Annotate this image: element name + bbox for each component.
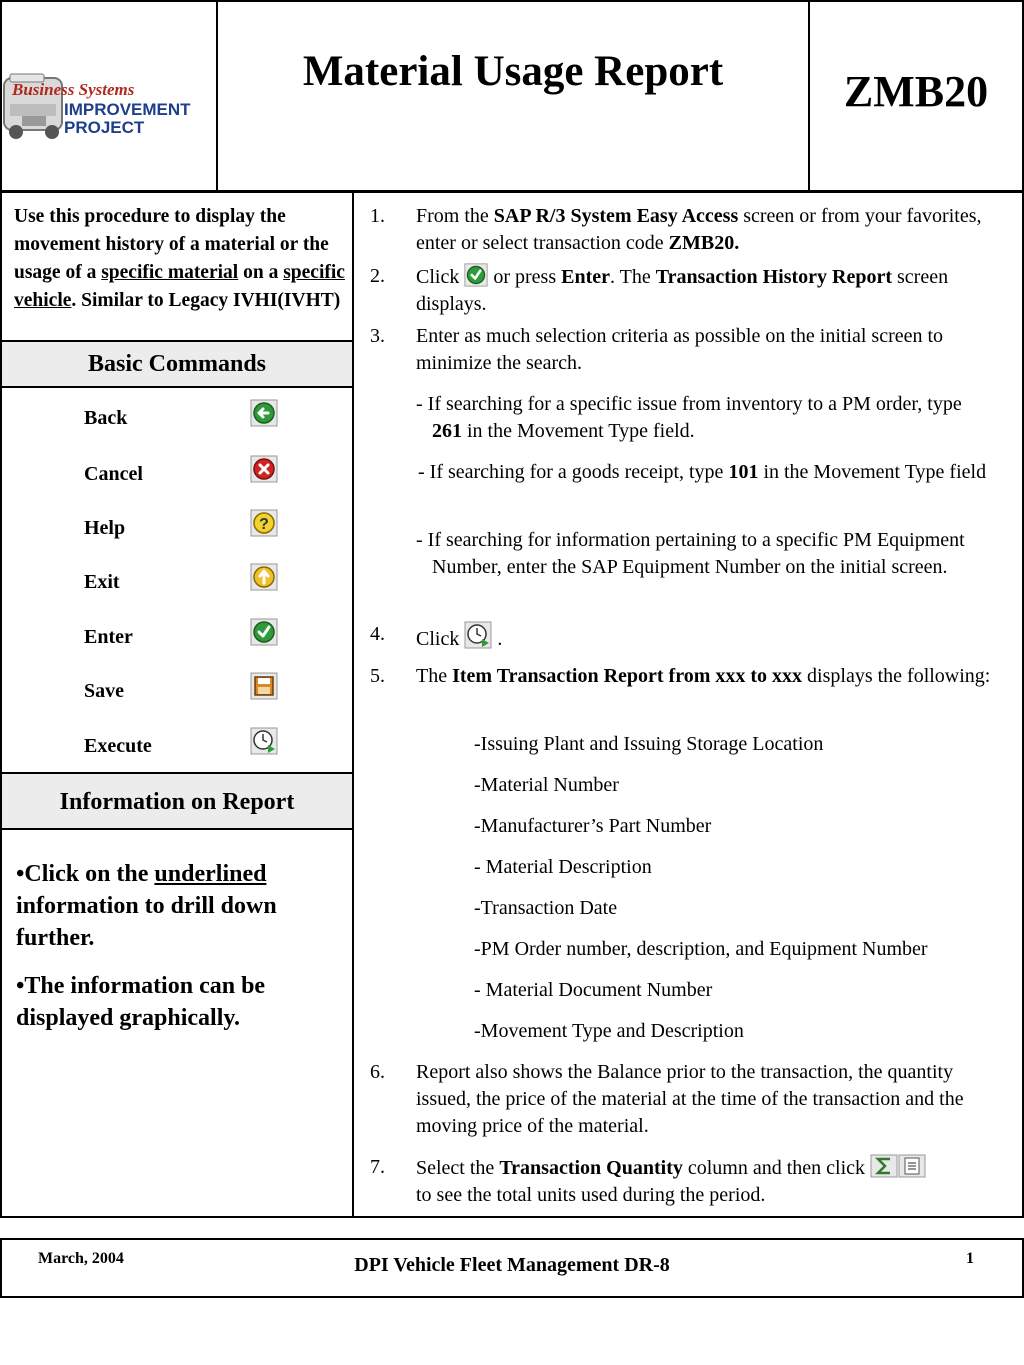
step-text: Select the Transaction Quantity column and then click to see the total units used during the period. bbox=[416, 1154, 1012, 1209]
info-report-list bbox=[16, 858, 346, 1050]
back-icon bbox=[250, 399, 278, 427]
intro-part3: . Similar to Legacy IVHI(IVHT) bbox=[71, 290, 341, 311]
command-execute bbox=[2, 727, 352, 767]
step-3-sub-equipment: - If searching for information pertaining to a specific PM Equipment Number, enter the SAP Equipment Number on the initial screen. bbox=[416, 529, 965, 578]
transaction-code: ZMB20 bbox=[843, 67, 989, 116]
bsip-logo bbox=[2, 68, 218, 148]
command-back bbox=[2, 399, 352, 439]
right-column bbox=[354, 193, 1022, 1216]
intro-part2: on a bbox=[238, 262, 284, 283]
page-title: Material Usage Report bbox=[302, 48, 724, 95]
step-number: 3. bbox=[370, 325, 385, 347]
command-cancel bbox=[2, 455, 352, 495]
step-3-sub-261: - If searching for a specific issue from inventory to a PM order, type 261 in the Movement Type field. bbox=[416, 393, 962, 442]
command-label: Enter bbox=[84, 626, 133, 648]
step-3-sub-101: - If searching for a goods receipt, type 101 in the Movement Type field bbox=[418, 461, 987, 483]
info-bullet-drilldown: •Click on the underlined information to drill down further. bbox=[16, 861, 277, 951]
execute-icon bbox=[250, 727, 278, 755]
report-field-item: - Material Document Number bbox=[474, 979, 713, 1001]
step-text: From the SAP R/3 System Easy Access screen or from your favorites, enter or select transaction code ZMB20. bbox=[416, 205, 982, 254]
command-exit bbox=[2, 563, 352, 603]
command-help bbox=[2, 509, 352, 549]
step-number: 4. bbox=[370, 623, 385, 645]
step-text: Click . bbox=[416, 621, 1012, 653]
report-field-item: -Manufacturer’s Part Number bbox=[474, 815, 712, 837]
step-number: 1. bbox=[370, 205, 385, 227]
footer-date: March, 2004 bbox=[38, 1250, 124, 1267]
left-column bbox=[2, 193, 354, 1216]
execute-icon bbox=[464, 621, 492, 649]
step-number: 2. bbox=[370, 265, 385, 287]
sum-icon bbox=[870, 1154, 926, 1178]
command-save bbox=[2, 672, 352, 712]
report-field-item: -Issuing Plant and Issuing Storage Location bbox=[474, 733, 824, 755]
step-number: 5. bbox=[370, 665, 385, 687]
command-enter bbox=[2, 618, 352, 658]
exit-icon bbox=[250, 563, 278, 591]
command-label: Save bbox=[84, 680, 124, 702]
main-body bbox=[0, 193, 1024, 1218]
basic-commands-heading: Basic Commands bbox=[2, 340, 352, 388]
command-label: Back bbox=[84, 407, 128, 429]
save-icon bbox=[250, 672, 278, 700]
logo-line1: Business Systems bbox=[12, 80, 135, 99]
report-field-item: -Material Number bbox=[474, 774, 619, 796]
command-label: Exit bbox=[84, 571, 120, 593]
cancel-icon bbox=[250, 455, 278, 483]
title-cell bbox=[218, 2, 810, 190]
intro-link-material: specific material bbox=[101, 262, 239, 283]
report-field-item: - Material Description bbox=[474, 856, 652, 878]
svg-text:?: ? bbox=[259, 516, 269, 533]
step-text: Report also shows the Balance prior to the transaction, the quantity issued, the price of the material at the time of the transaction and the moving price of the material. bbox=[416, 1061, 964, 1137]
footer bbox=[0, 1238, 1024, 1298]
intro-text bbox=[14, 203, 348, 339]
help-icon bbox=[250, 509, 278, 537]
code-cell bbox=[810, 2, 1022, 190]
step-text: The Item Transaction Report from xxx to xxx displays the following: bbox=[416, 665, 991, 687]
report-field-item: -PM Order number, description, and Equipment Number bbox=[474, 938, 928, 960]
footer-title: DPI Vehicle Fleet Management DR-8 bbox=[354, 1254, 670, 1276]
page-number: 1 bbox=[966, 1250, 974, 1267]
command-label: Cancel bbox=[84, 463, 143, 485]
command-label: Execute bbox=[84, 735, 152, 757]
logo-line2: IMPROVEMENT bbox=[64, 100, 191, 119]
header bbox=[0, 0, 1024, 193]
step-number: 6. bbox=[370, 1061, 385, 1083]
logo-cell bbox=[2, 2, 218, 190]
step-number: 7. bbox=[370, 1156, 385, 1178]
info-report-heading: Information on Report bbox=[2, 772, 352, 830]
info-bullet-graphical: •The information can be displayed graphically. bbox=[16, 973, 266, 1031]
step-text: Click or press Enter. The Transaction History Report screen displays. bbox=[416, 263, 1012, 318]
enter-icon bbox=[464, 263, 488, 287]
report-field-item: -Movement Type and Description bbox=[474, 1020, 744, 1042]
enter-icon bbox=[250, 618, 278, 646]
logo-line3: PROJECT bbox=[64, 118, 145, 137]
report-field-item: -Transaction Date bbox=[474, 897, 618, 919]
step-text: Enter as much selection criteria as possible on the initial screen to minimize the search. bbox=[416, 325, 944, 374]
intro-link-vehicle: specific vehicle bbox=[14, 262, 345, 311]
intro-part1: Use this procedure to display the movement history of a material or the usage of a bbox=[14, 206, 329, 283]
command-label: Help bbox=[84, 517, 126, 539]
